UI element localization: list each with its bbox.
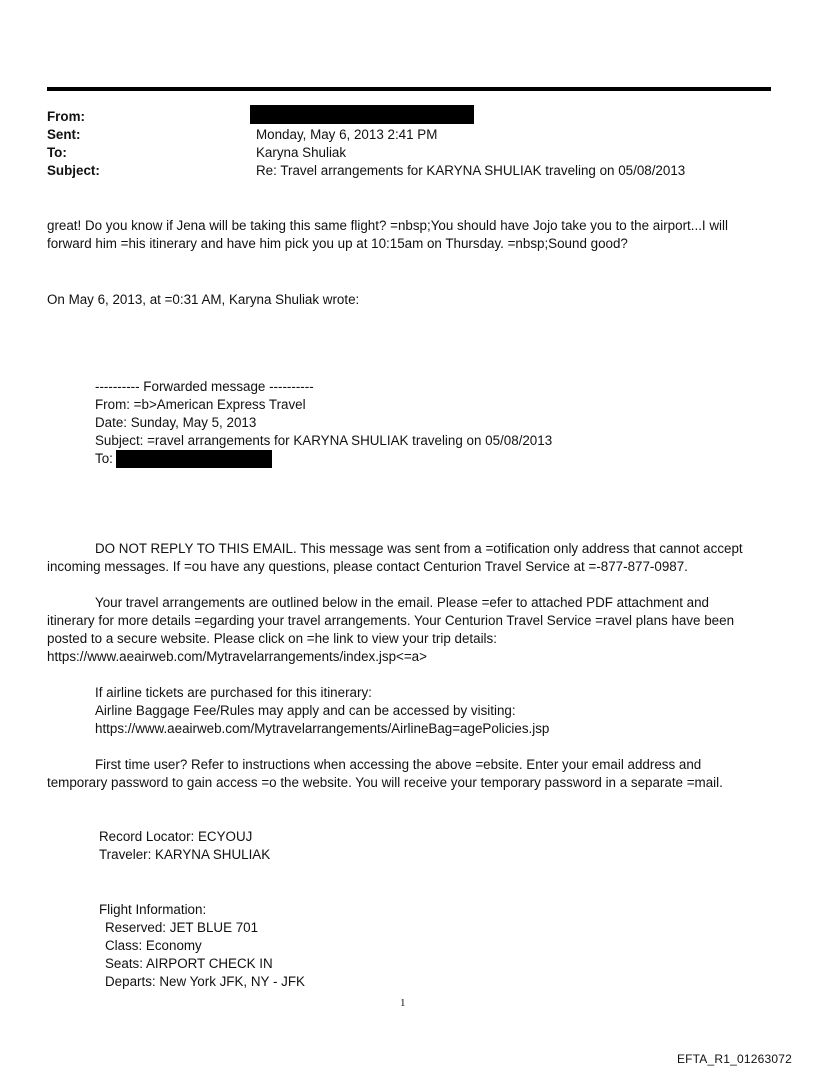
baggage-rules-line: Airline Baggage Fee/Rules may apply and can be accessed by visiting: (95, 703, 516, 718)
to-value: Karyna Shuliak (256, 145, 347, 160)
notice-line-1: DO NOT REPLY TO THIS EMAIL. This message was sent from a =otification only address that cannot accept (95, 541, 743, 556)
forwarded-divider: ---------- Forwarded message ---------- (95, 379, 314, 394)
forwarded-from: From: =b>American Express Travel (95, 397, 306, 412)
first-time-line-1: First time user? Refer to instructions when accessing the above =ebsite. Enter your email address and (95, 757, 702, 772)
arrangements-line-1: Your travel arrangements are outlined below in the email. Please =efer to attached PDF attachment and (95, 595, 709, 610)
flight-info-title: Flight Information: (99, 902, 207, 917)
quote-intro: On May 6, 2013, at =0:31 AM, Karyna Shuliak wrote: (47, 292, 360, 307)
flight-seats: Seats: AIRPORT CHECK IN (105, 956, 273, 971)
flight-class: Class: Economy (105, 938, 202, 953)
reply-line-2: forward him =his itinerary and have him pick you up at 10:15am on Thursday. =nbsp;Sound good? (47, 236, 628, 251)
to-redaction (116, 450, 272, 468)
notice-line-2: incoming messages. If =ou have any questions, please contact Centurion Travel Service at =-877-877-0987. (47, 559, 688, 574)
first-time-line-2: temporary password to gain access =o the website. You will receive your temporary password in a separate =mail. (47, 775, 723, 790)
sent-label: Sent: (47, 127, 81, 142)
subject-label: Subject: (47, 163, 100, 178)
arrangements-line-2: itinerary for more details =egarding your travel arrangements. Your Centurion Travel Service =ravel plans have been (47, 613, 735, 628)
reply-line-1: great! Do you know if Jena will be taking this same flight? =nbsp;You should have Jojo take you to the airport...I will (47, 218, 728, 233)
from-label: From: (47, 109, 85, 124)
baggage-policies-url: https://www.aeairweb.com/Mytravelarrangements/AirlineBag=agePolicies.jsp (95, 721, 550, 736)
from-redaction (250, 105, 474, 124)
forwarded-subject: Subject: =ravel arrangements for KARYNA SHULIAK traveling on 05/08/2013 (95, 433, 553, 448)
page-number: 1 (400, 997, 406, 1009)
flight-departs: Departs: New York JFK, NY - JFK (105, 974, 305, 989)
airline-tickets-line: If airline tickets are purchased for this itinerary: (95, 685, 372, 700)
bates-number: EFTA_R1_01263072 (676, 1052, 792, 1066)
forwarded-date: Date: Sunday, May 5, 2013 (95, 415, 257, 430)
record-locator: Record Locator: ECYOUJ (99, 829, 253, 844)
trip-details-url: https://www.aeairweb.com/Mytravelarrangements/index.jsp<=a> (47, 649, 427, 664)
header-rule (47, 87, 771, 91)
subject-value: Re: Travel arrangements for KARYNA SHULIAK traveling on 05/08/2013 (256, 163, 686, 178)
forwarded-to-label: To: (95, 451, 113, 466)
sent-value: Monday, May 6, 2013 2:41 PM (256, 127, 438, 142)
to-label: To: (47, 145, 67, 160)
arrangements-line-3: posted to a secure website. Please click on =he link to view your trip details: (47, 631, 497, 646)
flight-reserved: Reserved: JET BLUE 701 (105, 920, 259, 935)
traveler: Traveler: KARYNA SHULIAK (99, 847, 271, 862)
